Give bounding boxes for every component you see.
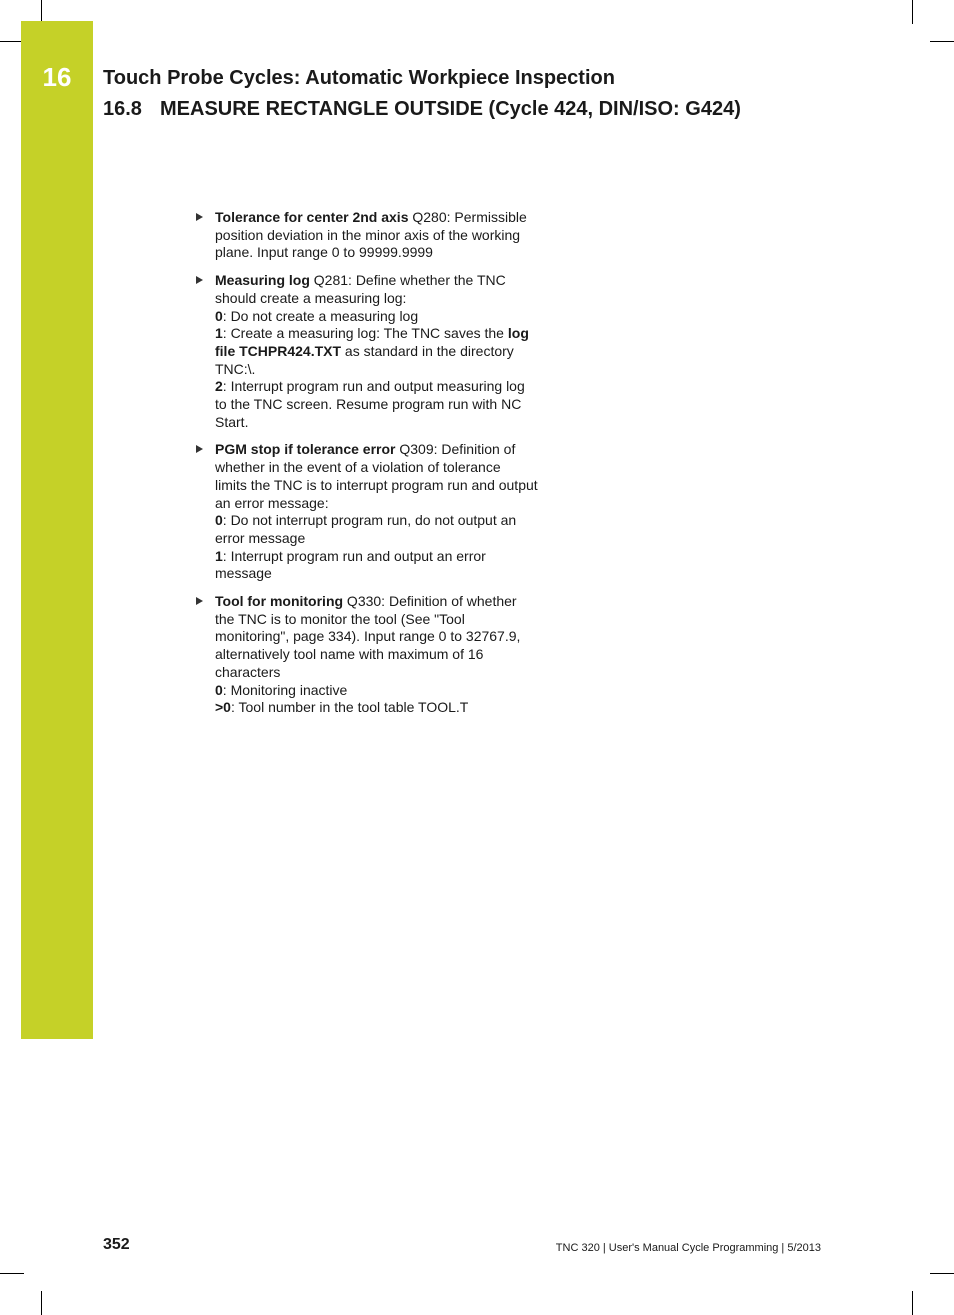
crop-mark xyxy=(930,1273,954,1274)
text-run: Start. xyxy=(215,413,249,430)
bold-text: PGM stop if tolerance error xyxy=(215,441,396,458)
bullet-triangle-icon xyxy=(196,276,203,284)
text-run: : Create a measuring log: The TNC saves the xyxy=(222,325,508,342)
bullet-triangle-icon xyxy=(196,213,203,221)
text-line xyxy=(215,495,565,513)
text-line xyxy=(215,628,565,646)
bullet-triangle-icon xyxy=(196,445,203,453)
parameter-item xyxy=(195,209,565,262)
text-line xyxy=(215,682,565,700)
text-line xyxy=(215,396,565,414)
text-line xyxy=(215,290,565,308)
text-run: Q309: Definition of xyxy=(395,441,516,458)
bold-text: 0 xyxy=(215,512,223,529)
text-run: characters xyxy=(215,663,281,680)
chapter-side-band xyxy=(21,21,93,1039)
bold-text: >0 xyxy=(215,699,231,716)
text-line xyxy=(215,646,565,664)
text-line xyxy=(215,593,565,611)
text-run: : Tool number in the tool table TOOL.T xyxy=(230,699,469,716)
text-run: : Monitoring inactive xyxy=(222,681,348,698)
page-number: 352 xyxy=(103,1236,130,1253)
text-run: TNC:\. xyxy=(215,360,256,377)
bold-text: 1 xyxy=(215,325,223,342)
text-run: Q280: Permissible xyxy=(408,209,527,225)
parameter-item xyxy=(195,593,565,717)
text-run: as standard in the directory xyxy=(341,342,514,359)
text-line xyxy=(215,565,565,583)
bold-text: 2 xyxy=(215,378,223,395)
text-line xyxy=(215,548,565,566)
bullet-triangle-icon xyxy=(196,597,203,605)
text-line xyxy=(215,343,565,361)
text-run: : Interrupt program run and output measuring log xyxy=(222,378,525,395)
text-run: monitoring", page 334). Input range 0 to 32767.9, xyxy=(215,628,521,645)
crop-mark xyxy=(930,41,954,42)
text-run: message xyxy=(215,565,272,582)
text-line xyxy=(215,308,565,326)
bold-text: Tool for monitoring xyxy=(215,593,344,610)
text-run: Q330: Definition of whether xyxy=(343,593,517,610)
text-run: error message xyxy=(215,529,306,546)
bold-text: 1 xyxy=(215,547,223,564)
parameter-item xyxy=(195,272,565,431)
bold-text: 0 xyxy=(215,307,223,324)
text-run: the TNC is to monitor the tool (See "Tool xyxy=(215,610,465,627)
bold-text: Measuring log xyxy=(215,272,310,289)
bold-text: 0 xyxy=(215,681,223,698)
crop-mark xyxy=(41,1291,42,1315)
section-heading xyxy=(103,98,741,121)
text-run: limits the TNC is to interrupt program run and output xyxy=(215,476,538,493)
bold-text: file TCHPR424.TXT xyxy=(215,342,342,359)
text-line xyxy=(215,209,565,227)
section-number: 16.8 xyxy=(103,98,142,120)
parameter-list xyxy=(195,209,565,727)
bold-text: log xyxy=(507,325,529,342)
crop-mark xyxy=(0,1273,24,1274)
text-run: : Do not create a measuring log xyxy=(222,307,419,324)
text-line xyxy=(215,378,565,396)
text-line xyxy=(215,611,565,629)
text-line xyxy=(215,272,565,290)
chapter-title: Touch Probe Cycles: Automatic Workpiece Inspection xyxy=(103,67,615,89)
text-line xyxy=(215,441,565,459)
text-run: : Do not interrupt program run, do not output an xyxy=(222,512,517,529)
text-run: an error message: xyxy=(215,494,329,511)
parameter-item xyxy=(195,441,565,583)
text-line xyxy=(215,530,565,548)
crop-mark xyxy=(912,0,913,24)
chapter-number: 16 xyxy=(42,62,72,92)
text-line xyxy=(215,227,565,245)
bold-text: Tolerance for center 2nd axis xyxy=(215,209,409,225)
text-run: should create a measuring log: xyxy=(215,289,407,306)
text-line xyxy=(215,459,565,477)
text-run: position deviation in the minor axis of the working xyxy=(215,226,521,243)
text-line xyxy=(215,512,565,530)
text-run: whether in the event of a violation of tolerance xyxy=(215,459,501,476)
text-line xyxy=(215,664,565,682)
text-line xyxy=(215,325,565,343)
crop-mark xyxy=(912,1291,913,1315)
text-line xyxy=(215,477,565,495)
text-line xyxy=(215,414,565,432)
footer-text: TNC 320 | User's Manual Cycle Programming | 5/2013 xyxy=(555,1242,821,1254)
text-run: Q281: Define whether the TNC xyxy=(309,272,506,289)
text-line xyxy=(215,699,565,717)
section-title: MEASURE RECTANGLE OUTSIDE (Cycle 424, DIN/ISO: G424) xyxy=(160,98,741,120)
text-run: : Interrupt program run and output an error xyxy=(222,547,486,564)
text-line xyxy=(215,244,565,262)
text-run: plane. Input range 0 to 99999.9999 xyxy=(215,244,433,261)
text-run: to the TNC screen. Resume program run with NC xyxy=(215,396,522,413)
text-line xyxy=(215,361,565,379)
text-run: alternatively tool name with maximum of 16 xyxy=(215,646,484,663)
